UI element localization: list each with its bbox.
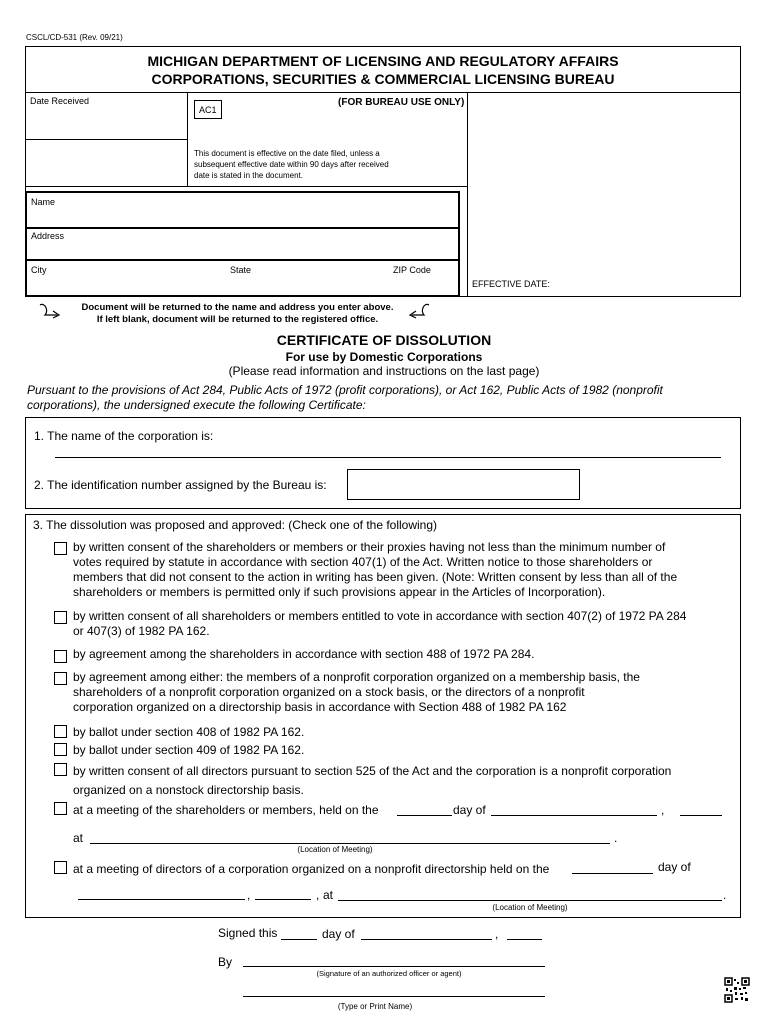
preamble-line-2: corporations), the undersigned execute the following Certificate: [27,398,366,412]
bureau-blank-box [25,139,188,187]
option-8-year-field[interactable] [680,815,722,816]
signed-comma: , [495,927,499,941]
option-4-line-2: shareholders of a nonprofit corporation organized on a stock basis, or the directors of a nonprofit [73,685,585,699]
ac-code: AC1 [199,105,217,115]
state-label: State [230,265,252,275]
form-id: CSCL/CD-531 (Rev. 09/21) [26,33,123,42]
item-2-label: 2. The identification number assigned by the Bureau is: [34,478,327,492]
signed-year-field[interactable] [507,939,542,940]
option-8-location-field[interactable] [90,843,610,844]
address-input-area[interactable] [26,223,458,255]
effective-note-line-2: subsequent effective date within 90 days after received [194,160,389,169]
option-7-line-2: organized on a nonstock directorship basis. [73,783,304,797]
items-1-2-box [25,417,741,509]
option-8-period: . [614,831,618,845]
return-note-line-2: If left blank, document will be returned to the registered office. [96,314,379,325]
city-label: City [31,265,47,275]
option-9-day-field[interactable] [572,873,653,874]
option-6-checkbox[interactable] [54,743,67,756]
option-1-line-1: by written consent of the shareholders or members or their proxies having not less than the minimum number of [73,540,666,554]
signed-day-of: day of [322,927,355,941]
option-7-line-1: by written consent of all directors pursuant to section 525 of the Act and the corporation is a nonprofit corporation [73,764,672,778]
return-note [60,302,415,326]
option-1-line-4: shareholders or members is permitted only if such provisions appear in the Articles of Incorporation). [73,585,606,599]
header-line-2: CORPORATIONS, SECURITIES & COMMERCIAL LICENSING BUREAU [151,71,615,87]
signed-month-field[interactable] [361,939,492,940]
option-4-line-3: corporation organized on a directorship basis in accordance with Section 488 of 1982 PA 162 [73,700,567,714]
address-label: Address [31,231,65,241]
certificate-title: CERTIFICATE OF DISSOLUTION [276,332,492,348]
option-3-text: by agreement among the shareholders in accordance with section 488 of 1972 PA 284. [73,647,535,661]
option-1-line-3: members that did not consent to the action in writing has been given. (Note: Written consent by less than all of the [73,570,678,584]
effective-note-line-1: This document is effective on the date filed, unless a [194,149,380,158]
option-6-text: by ballot under section 409 of 1982 PA 162. [73,743,305,757]
effective-note-line-3: date is stated in the document. [194,171,303,180]
option-1-line-2: votes required by statute in accordance with section 407(1) of the Act. Written notice to those shareholders or [73,555,653,569]
identification-number-field[interactable] [347,469,580,500]
preamble [27,383,663,413]
option-1-text [73,540,677,600]
option-8-text: at a meeting of the shareholders or members, held on the [73,803,379,817]
ac-code-box [194,100,222,119]
signature-label: (Signature of an authorized officer or agent) [316,969,462,978]
zip-label: ZIP Code [393,265,431,275]
option-8-day-of: day of [453,803,486,817]
option-5-checkbox[interactable] [54,725,67,738]
return-arrow-right-icon [407,301,433,319]
option-4-line-1: by agreement among either: the members of a nonprofit corporation organized on a membership basis, the [73,670,640,684]
option-8-location-label: (Location of Meeting) [297,845,373,854]
date-received-label: Date Received [30,96,90,106]
print-name-field[interactable] [243,996,545,997]
option-4-text [73,670,640,715]
signed-day-field[interactable] [281,939,317,940]
option-8-checkbox[interactable] [54,802,67,815]
qr-code-icon [724,977,750,1003]
option-4-checkbox[interactable] [54,672,67,685]
option-7-checkbox[interactable] [54,763,67,776]
option-9-comma: , [247,888,251,902]
option-2-line-2: or 407(3) of 1982 PA 162. [73,624,210,638]
option-2-checkbox[interactable] [54,611,67,624]
option-9-location-field[interactable] [338,900,722,901]
preamble-line-1: Pursuant to the provisions of Act 284, Public Acts of 1972 (profit corporations), or Act 162, Public Acts of 1982 (nonprofit [27,383,663,397]
option-9-day-of: day of [658,860,691,874]
option-8-at: at [73,831,84,845]
certificate-subtitle: For use by Domestic Corporations [285,350,483,364]
effective-date-label: EFFECTIVE DATE: [472,279,550,289]
corporation-name-field[interactable] [55,457,721,458]
option-9-location-label: (Location of Meeting) [492,903,568,912]
name-label: Name [31,197,56,207]
bureau-use-only: (FOR BUREAU USE ONLY) [338,97,465,108]
option-8-comma: , [661,803,665,817]
return-note-line-1: Document will be returned to the name and address you enter above. [81,302,394,313]
option-9-checkbox[interactable] [54,861,67,874]
option-9-at: at [323,888,334,902]
signed-this-label: Signed this [218,926,278,940]
option-7-text [73,762,671,800]
option-1-checkbox[interactable] [54,542,67,555]
header-box [25,46,741,93]
option-9-text: at a meeting of directors of a corporation organized on a nonprofit directorship held on the [73,862,550,876]
instructions-note: (Please read information and instructions on the last page) [228,364,540,378]
effective-note [194,148,389,181]
item-3-label: 3. The dissolution was proposed and approved: (Check one of the following) [33,518,438,532]
option-9-month-field[interactable] [78,899,245,900]
option-2-text [73,609,686,639]
signature-field[interactable] [243,966,545,967]
option-5-text: by ballot under section 408 of 1982 PA 162. [73,725,305,739]
option-2-line-1: by written consent of all shareholders or members entitled to vote in accordance with section 407(2) of 1972 PA 284 [73,609,687,623]
option-3-checkbox[interactable] [54,650,67,663]
option-9-period: . [723,888,727,902]
option-9-comma-2: , [316,888,320,902]
by-label: By [218,955,233,969]
date-received-box[interactable] [25,92,188,140]
option-8-month-field[interactable] [491,815,657,816]
header-line-1: MICHIGAN DEPARTMENT OF LICENSING AND REGULATORY AFFAIRS [147,53,619,69]
option-9-year-field[interactable] [255,899,311,900]
option-8-day-field[interactable] [397,815,452,816]
print-name-label: (Type or Print Name) [337,1002,413,1011]
item-1-label: 1. The name of the corporation is: [34,429,214,443]
